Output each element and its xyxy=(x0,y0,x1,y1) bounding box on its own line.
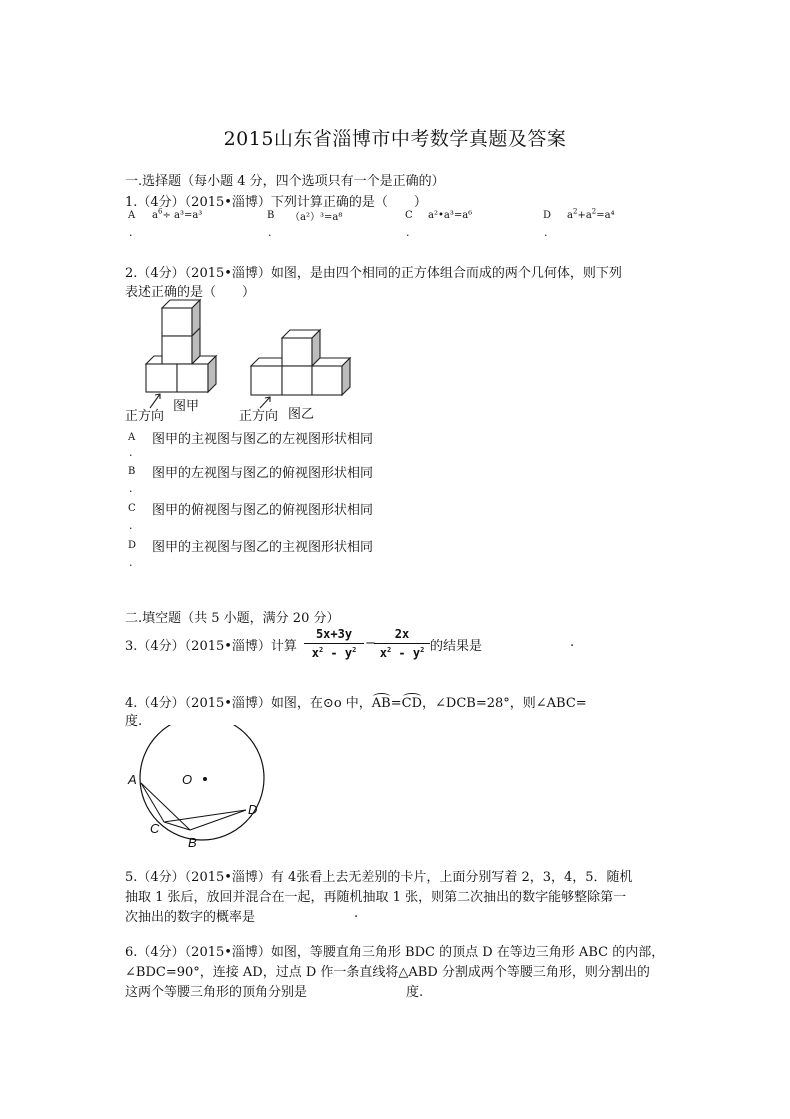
q2-option-a-dot: . xyxy=(129,446,133,459)
q2-option-a-letter: A xyxy=(128,432,136,443)
q2-stem-line2: 表述正确的是（ ） xyxy=(125,285,256,300)
q5-line1: 5.（4分）（2015•淄博）有 4张看上去无差别的卡片，上面分别写着 2，3，4，5．随机 xyxy=(125,870,633,885)
q6-end: 度. xyxy=(406,985,424,1000)
q1-option-c-text: a²•a³=a⁶ xyxy=(428,210,473,221)
q3-suffix: 的结果是 xyxy=(430,639,483,654)
q2-option-a-text: 图甲的主视图与图乙的左视图形状相同 xyxy=(152,432,374,447)
q3-fraction-2 xyxy=(374,627,430,660)
q3-fraction-2-numerator: 2x xyxy=(374,627,430,644)
arc-cd: CD xyxy=(401,696,423,711)
arc-ab: AB xyxy=(371,696,391,711)
q5-end: . xyxy=(354,906,359,921)
chord-bd xyxy=(190,810,246,830)
figure-b-front-label: 正方向 xyxy=(239,408,279,423)
q1-option-b-letter: B xyxy=(267,210,275,221)
figure-b-arrow xyxy=(260,397,270,408)
section2-heading: 二.填空题（共 5 小题，满分 20 分） xyxy=(125,611,340,626)
q3-fraction-1 xyxy=(304,627,364,660)
page-title: 2015山东省淄博市中考数学真题及答案 xyxy=(223,128,567,150)
q5-line2: 抽取 1 张后，放回并混合在一起，再随机抽取 1 张，则第二次抽出的数字能够整除第一 xyxy=(125,890,627,905)
label-d: D xyxy=(248,802,258,817)
q4-circle-figure xyxy=(120,725,270,855)
q1-option-d-dot: . xyxy=(544,226,548,239)
q1-option-d-letter: D xyxy=(543,210,552,221)
q1-option-a-dot: . xyxy=(129,226,133,239)
figure-a-front-label: 正方向 xyxy=(125,408,165,423)
figure-b-cubes xyxy=(251,330,350,395)
label-a: A xyxy=(128,772,137,787)
q2-stem-line1: 2.（4分）（2015•淄博）如图，是由四个相同的正方体组合而成的两个几何体，则下列 xyxy=(125,266,622,281)
figure-a-caption: 图甲 xyxy=(173,398,200,413)
q2-option-b-letter: B xyxy=(128,466,136,477)
q2-option-c-letter: C xyxy=(128,503,136,514)
q2-option-b-text: 图甲的左视图与图乙的俯视图形状相同 xyxy=(152,466,374,481)
q5-line3: 次抽出的数字的概率是 xyxy=(125,910,256,925)
q3-fraction-1-denominator: $x^2 - y^2$ xyxy=(311,646,357,660)
q1-option-c-dot: . xyxy=(406,226,410,239)
q1-option-c-letter: C xyxy=(405,210,413,221)
q3-end: . xyxy=(570,635,575,650)
q2-option-d-letter: D xyxy=(128,540,137,551)
label-c: C xyxy=(150,821,160,836)
figure-a-arrow xyxy=(150,394,160,408)
q3-fraction-2-denominator: $x^2 - y^2$ xyxy=(379,646,425,660)
q3-fraction-1-numerator: 5x+3y xyxy=(304,627,364,644)
q1-option-d-text: $a^2+a^2=a^4$ xyxy=(567,207,615,221)
q1-stem: 1.（4分）（2015•淄博）下列计算正确的是（ ） xyxy=(125,195,427,210)
section1-heading: 一.选择题（每小题 4 分，四个选项只有一个是正确的） xyxy=(125,174,445,189)
q2-option-c-text: 图甲的俯视图与图乙的俯视图形状相同 xyxy=(152,503,374,518)
q4-line2: 度. xyxy=(125,714,143,729)
figure-a-cubes xyxy=(146,300,216,392)
q2-option-d-text: 图甲的主视图与图乙的主视图形状相同 xyxy=(152,540,374,555)
q1-option-b-dot: . xyxy=(268,226,272,239)
center-point xyxy=(203,777,207,781)
q6-line1: 6.（4分）（2015•淄博）如图，等腰直角三角形 BDC 的顶点 D 在等边三角形 ABC 的内部， xyxy=(125,945,665,960)
q3-prefix: 3.（4分）（2015•淄博）计算 xyxy=(125,639,297,654)
q1-option-a-text: $a^6\div a^3=a^3$ xyxy=(152,207,203,221)
q3-minus-sign: − xyxy=(365,636,376,651)
q4-line1: 4.（4分）（2015•淄博）如图，在⊙o 中，AB=CD，∠DCB=28°，则∠ABC= xyxy=(125,696,587,711)
label-o: O xyxy=(182,772,193,787)
q1-option-a-letter: A xyxy=(128,210,136,221)
figure-b-caption: 图乙 xyxy=(288,406,315,421)
q6-line2: ∠BDC=90°，连接 AD，过点 D 作一条直线将△ABD 分割成两个等腰三角形，则分割出的 xyxy=(125,965,650,980)
label-b: B xyxy=(188,835,197,850)
q2-cubes-figure xyxy=(120,298,360,423)
q2-option-d-dot: . xyxy=(129,556,133,569)
q1-option-b-text: （a²）³=a⁸ xyxy=(290,212,343,223)
chord-cd xyxy=(164,810,246,822)
q2-option-b-dot: . xyxy=(129,482,133,495)
q2-option-c-dot: . xyxy=(129,519,133,532)
q6-line3: 这两个等腰三角形的顶角分别是 xyxy=(125,985,308,1000)
